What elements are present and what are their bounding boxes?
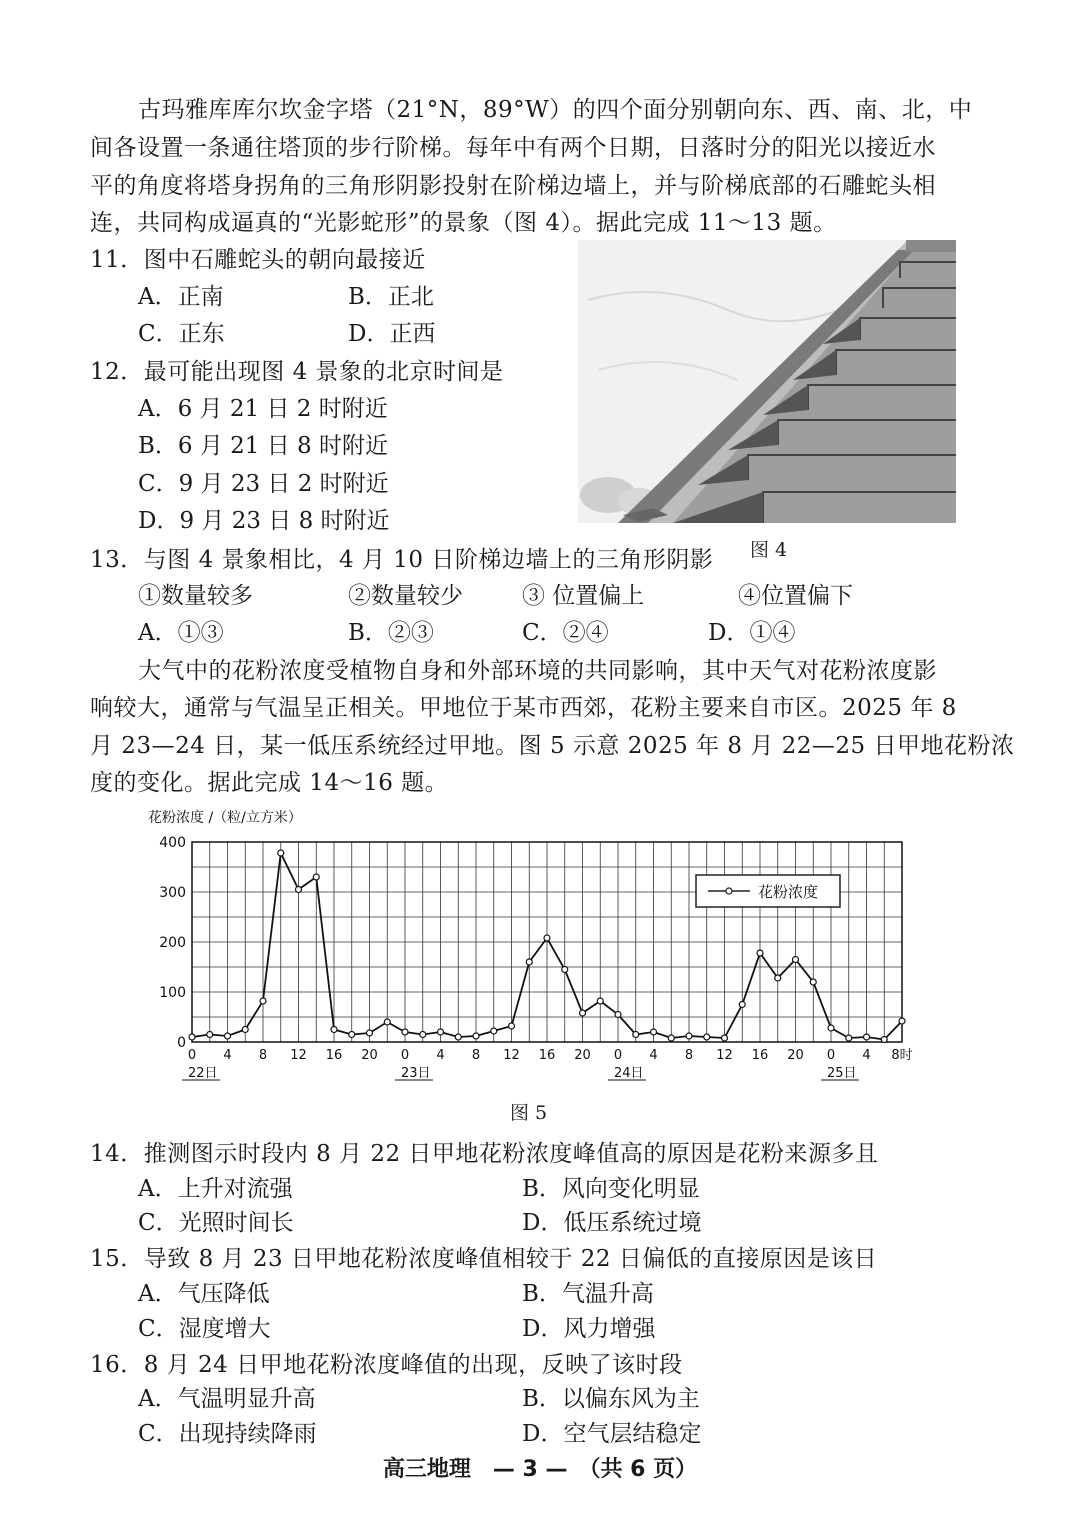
q12-option-b: B．6 月 21 日 8 时附近 — [138, 433, 388, 459]
pollen-chart — [140, 800, 940, 1090]
data-point — [668, 1035, 674, 1041]
q16-option-d: D．空气层结稳定 — [522, 1421, 702, 1447]
x-tick-label: 12 — [716, 1048, 733, 1063]
data-point — [580, 1010, 586, 1016]
x-tick-label: 4 — [862, 1048, 871, 1063]
q15-stem: 15．导致 8 月 23 日甲地花粉浓度峰值相较于 22 日偏低的直接原因是该日 — [90, 1246, 878, 1272]
passage1-line2: 间各设置一条通往塔顶的步行阶梯。每年中有两个日期，日落时分的阳光以接近水 — [90, 135, 936, 161]
q14-option-b: B．风向变化明显 — [522, 1176, 700, 1202]
data-point — [810, 979, 816, 985]
day-label: 25日 — [827, 1066, 857, 1081]
data-point — [899, 1018, 905, 1024]
data-point — [509, 1023, 515, 1029]
x-tick-label: 20 — [787, 1048, 804, 1063]
x-tick-label: 16 — [751, 1048, 769, 1063]
q14-option-d: D．低压系统过境 — [522, 1210, 702, 1236]
y-tick-label: 0 — [177, 1035, 186, 1051]
q13-option-d: D．①④ — [708, 620, 796, 646]
data-point — [402, 1029, 408, 1035]
data-point — [562, 967, 568, 973]
x-tick-label: 12 — [503, 1048, 520, 1063]
passage2-line3: 月 23—24 日，某一低压系统经过甲地。图 5 示意 2025 年 8 月 22—25 日甲地花粉浓 — [90, 733, 1015, 759]
x-tick-label: 8 — [684, 1048, 694, 1063]
q15-option-c: C．湿度增大 — [138, 1316, 271, 1342]
legend-label: 花粉浓度 — [758, 883, 819, 901]
x-tick-label: 8 — [258, 1048, 268, 1063]
q13-stem: 13．与图 4 景象相比，4 月 10 日阶梯边墙上的三角形阴影 — [90, 547, 714, 573]
data-point — [686, 1033, 692, 1039]
q11-option-d: D．正西 — [348, 321, 436, 347]
q13-statement-1: ①数量较多 — [138, 583, 253, 609]
data-point — [491, 1028, 497, 1034]
data-point — [881, 1037, 887, 1043]
q12-option-d: D．9 月 23 日 8 时附近 — [138, 508, 390, 534]
data-point — [367, 1030, 373, 1036]
data-point — [651, 1029, 657, 1035]
q16-option-b: B．以偏东风为主 — [522, 1386, 700, 1412]
y-tick-label: 100 — [159, 985, 186, 1001]
q12-option-a: A．6 月 21 日 2 时附近 — [138, 396, 388, 422]
data-point — [473, 1033, 479, 1039]
q11-option-b: B．正北 — [348, 284, 434, 310]
q11-option-a: A．正南 — [138, 284, 224, 310]
y-tick-label: 200 — [159, 935, 186, 951]
x-tick-label: 12 — [290, 1048, 307, 1063]
passage1-line3: 平的角度将塔身拐角的三角形阴影投射在阶梯边墙上，并与阶梯底部的石雕蛇头相 — [90, 173, 936, 199]
passage1-line4: 连，共同构成逼真的“光影蛇形”的景象（图 4）。据此完成 11～13 题。 — [90, 210, 837, 236]
fig5-caption: 图 5 — [510, 1102, 548, 1124]
fig4-caption: 图 4 — [750, 539, 788, 561]
data-point — [296, 887, 302, 893]
q15-option-d: D．风力增强 — [522, 1316, 656, 1342]
passage2-line2: 响较大，通常与气温呈正相关。甲地位于某市西郊，花粉主要来自市区。2025 年 8 — [90, 695, 957, 721]
x-tick-label: 4 — [649, 1048, 658, 1063]
passage2-line1: 大气中的花粉浓度受植物自身和外部环境的共同影响，其中天气对花粉浓度影 — [138, 658, 937, 684]
q11-stem: 11．图中石雕蛇头的朝向最接近 — [90, 247, 426, 273]
q13-option-a: A．①③ — [138, 620, 224, 646]
x-tick-label: 8 — [471, 1048, 481, 1063]
data-point — [828, 1025, 834, 1031]
q13-option-b: B．②③ — [348, 620, 434, 646]
data-point — [739, 1002, 745, 1008]
chart-ylabel: 花粉浓度 /（粒/立方米） — [148, 810, 302, 826]
q14-stem: 14．推测图示时段内 8 月 22 日甲地花粉浓度峰值高的原因是花粉来源多且 — [90, 1141, 879, 1167]
legend-marker — [726, 888, 732, 894]
passage2-line4: 度的变化。据此完成 14～16 题。 — [90, 770, 449, 796]
q16-option-a: A．气温明显升高 — [138, 1386, 316, 1412]
data-point — [864, 1034, 870, 1040]
q13-statement-4: ④位置偏下 — [738, 583, 853, 609]
pyramid-illustration — [578, 240, 956, 523]
x-tick-label: 20 — [574, 1048, 591, 1063]
x-tick-label: 8时 — [891, 1048, 913, 1063]
y-tick-label: 300 — [159, 885, 186, 901]
data-point — [278, 850, 284, 856]
x-tick-label: 0 — [826, 1048, 836, 1063]
data-point — [438, 1029, 444, 1035]
data-point — [633, 1032, 639, 1038]
data-point — [544, 935, 550, 941]
data-point — [615, 1012, 621, 1018]
data-point — [313, 874, 319, 880]
q16-stem: 16．8 月 24 日甲地花粉浓度峰值的出现，反映了该时段 — [90, 1352, 683, 1378]
q12-stem: 12．最可能出现图 4 景象的北京时间是 — [90, 359, 504, 385]
data-point — [793, 957, 799, 963]
data-point — [349, 1032, 355, 1038]
page-footer: 高三地理 — 3 — （共 6 页） — [382, 1457, 698, 1482]
day-label: 22日 — [188, 1066, 218, 1081]
x-tick-label: 16 — [325, 1048, 343, 1063]
data-point — [722, 1035, 728, 1041]
q14-option-c: C．光照时间长 — [138, 1210, 294, 1236]
q13-statement-3: ③ 位置偏上 — [522, 583, 645, 609]
day-label: 23日 — [401, 1066, 431, 1081]
data-point — [757, 950, 763, 956]
data-point — [260, 998, 266, 1004]
passage1-line1: 古玛雅库库尔坎金字塔（21°N，89°W）的四个面分别朝向东、西、南、北，中 — [138, 97, 973, 123]
data-point — [242, 1027, 248, 1033]
x-tick-label: 0 — [187, 1048, 197, 1063]
x-tick-label: 4 — [223, 1048, 232, 1063]
data-point — [331, 1027, 337, 1033]
data-point — [189, 1034, 195, 1040]
q12-option-c: C．9 月 23 日 2 时附近 — [138, 471, 389, 497]
y-tick-label: 400 — [159, 835, 186, 851]
x-tick-label: 20 — [361, 1048, 378, 1063]
q16-option-c: C．出现持续降雨 — [138, 1421, 317, 1447]
data-point — [455, 1034, 461, 1040]
data-point — [225, 1033, 231, 1039]
x-tick-label: 16 — [538, 1048, 556, 1063]
day-label: 24日 — [614, 1066, 644, 1081]
data-point — [207, 1032, 213, 1038]
x-tick-label: 0 — [400, 1048, 410, 1063]
data-point — [526, 959, 532, 965]
x-tick-label: 4 — [436, 1048, 445, 1063]
data-point — [775, 975, 781, 981]
data-point — [420, 1032, 426, 1038]
q13-statement-2: ②数量较少 — [348, 583, 463, 609]
x-tick-label: 0 — [613, 1048, 623, 1063]
q14-option-a: A．上升对流强 — [138, 1176, 293, 1202]
q15-option-b: B．气温升高 — [522, 1281, 654, 1307]
q15-option-a: A．气压降低 — [138, 1281, 270, 1307]
data-point — [704, 1034, 710, 1040]
data-point — [846, 1035, 852, 1041]
q13-option-c: C．②④ — [522, 620, 609, 646]
data-point — [384, 1019, 390, 1025]
q11-option-c: C．正东 — [138, 321, 225, 347]
data-point — [597, 998, 603, 1004]
